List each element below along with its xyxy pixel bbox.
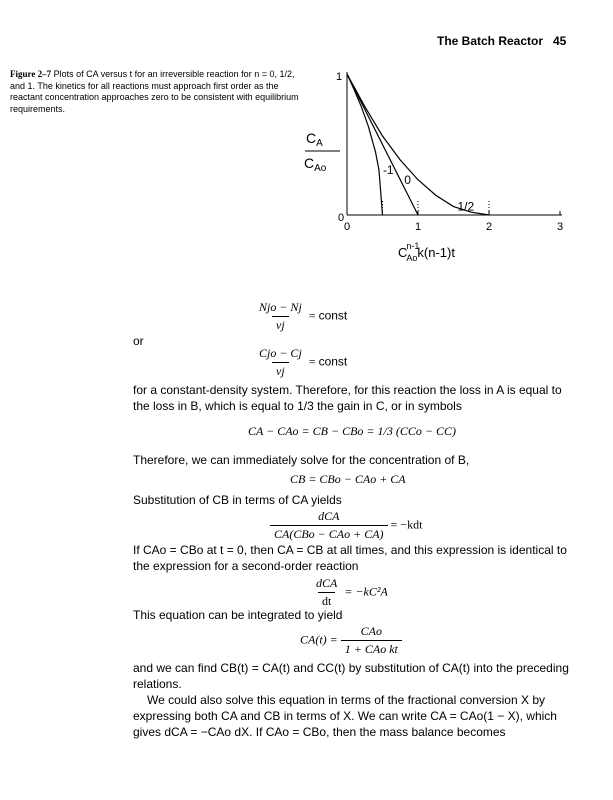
x-axis-label — [398, 241, 455, 263]
eq5-numerator: dCA — [318, 509, 340, 523]
paragraph-2: Therefore, we can immediately solve for the concentration of B, — [133, 453, 470, 467]
series-label-0: -1 — [382, 162, 394, 177]
eq6-denominator: dt — [318, 592, 335, 609]
equation-6 — [312, 576, 388, 609]
eq5-denominator: CA(CBo − CAo + CA) — [270, 525, 388, 542]
series-line-2 — [347, 74, 489, 215]
equation-7 — [300, 624, 402, 657]
y-tick-1: 1 — [336, 71, 343, 83]
text-or: or — [133, 334, 144, 348]
svg-text:CAo: $C_{Ao}$ — [304, 155, 327, 174]
paragraph-1: for a constant-density system. Therefore, for this reaction the loss in A is equal to the loss in B, which is equal to 1/3 the gain in C, or in symbols — [133, 383, 562, 413]
figure-label: Figure 2–7 — [10, 69, 52, 79]
eq6-numerator: dCA — [316, 576, 338, 590]
equation-5 — [270, 509, 422, 542]
eq1-denominator: νj — [272, 316, 289, 333]
x-tick-1: 1 — [415, 221, 422, 233]
eq7-lhs: CA(t) = — [300, 632, 338, 647]
page-number: 45 — [553, 34, 567, 48]
equation-3: CA − CAo = CB − CBo = 1/3 (CCo − CC) — [248, 424, 456, 438]
eq1-numerator: Njo − Nj — [259, 300, 302, 314]
series-line-0 — [347, 74, 383, 215]
figure-caption — [10, 69, 300, 115]
svg-text:Cn-1Aok(n-1)t: Cn-1 Aok(n-1)t — [398, 241, 455, 263]
figure-chart — [290, 60, 590, 275]
series-label-2: 1/2 — [457, 199, 475, 214]
paragraph-4: If CAo = CBo at t = 0, then CA = CB at all times, and this expression is identical to the expression for a second-order reaction — [133, 543, 567, 573]
series-label-1: 0 — [404, 172, 411, 187]
eq2-numerator: Cjo − Cj — [259, 346, 302, 360]
series-group — [347, 74, 489, 215]
paragraph-3: Substitution of CB in terms of CA yields — [133, 493, 342, 507]
equation-4: CB = CBo − CAo + CA — [290, 472, 406, 486]
series-line-1 — [347, 74, 418, 215]
x-tick-3: 3 — [557, 221, 564, 233]
paragraph-7: We could also solve this equation in terms of the fractional conversion X by expressing both CA and CB in terms of X. We can write CA = CAo(1 − X), which gives dCA = −CAo dX. If CAo = CBo, then the mass balance becomes — [133, 693, 557, 739]
equation-1: $\frac{\text{Njo − Nj}}{\nu j}$ = const — [255, 300, 347, 333]
paragraph-5: This equation can be integrated to yield — [133, 608, 343, 622]
figure-caption-text: Plots of CA versus t for an irreversible reaction for n = 0, 1/2, and 1. The kinetics for all reactions must approach first order as the reactant concentration approaches zero to be consistent with equilibrium requirements. — [10, 69, 299, 114]
eq5-rhs: = −kdt — [390, 517, 423, 532]
eq7-numerator: CAo — [360, 624, 382, 638]
eq7-denominator: 1 + CAo kt — [341, 640, 402, 657]
equation-2: $\frac{\text{Cjo − Cj}}{\nu j}$ = const — [255, 346, 347, 379]
eq6-rhs: = −kC²A — [344, 584, 388, 599]
eq1-const: const — [318, 308, 348, 323]
eq2-denominator: νj — [272, 362, 289, 379]
y-tick-0: 0 — [338, 212, 345, 224]
svg-text:CA: $C_A$ — [306, 130, 323, 149]
eq2-const: const — [318, 354, 348, 369]
y-axis-label — [304, 130, 340, 174]
running-title: The Batch Reactor — [437, 34, 544, 48]
paragraph-6: and we can find CB(t) = CA(t) and CC(t) by substitution of CA(t) into the preceding relations. — [133, 661, 569, 691]
x-tick-2: 2 — [486, 221, 493, 233]
tick-marks — [347, 211, 560, 215]
series-labels — [383, 163, 475, 214]
x-tick-0: 0 — [344, 221, 351, 233]
